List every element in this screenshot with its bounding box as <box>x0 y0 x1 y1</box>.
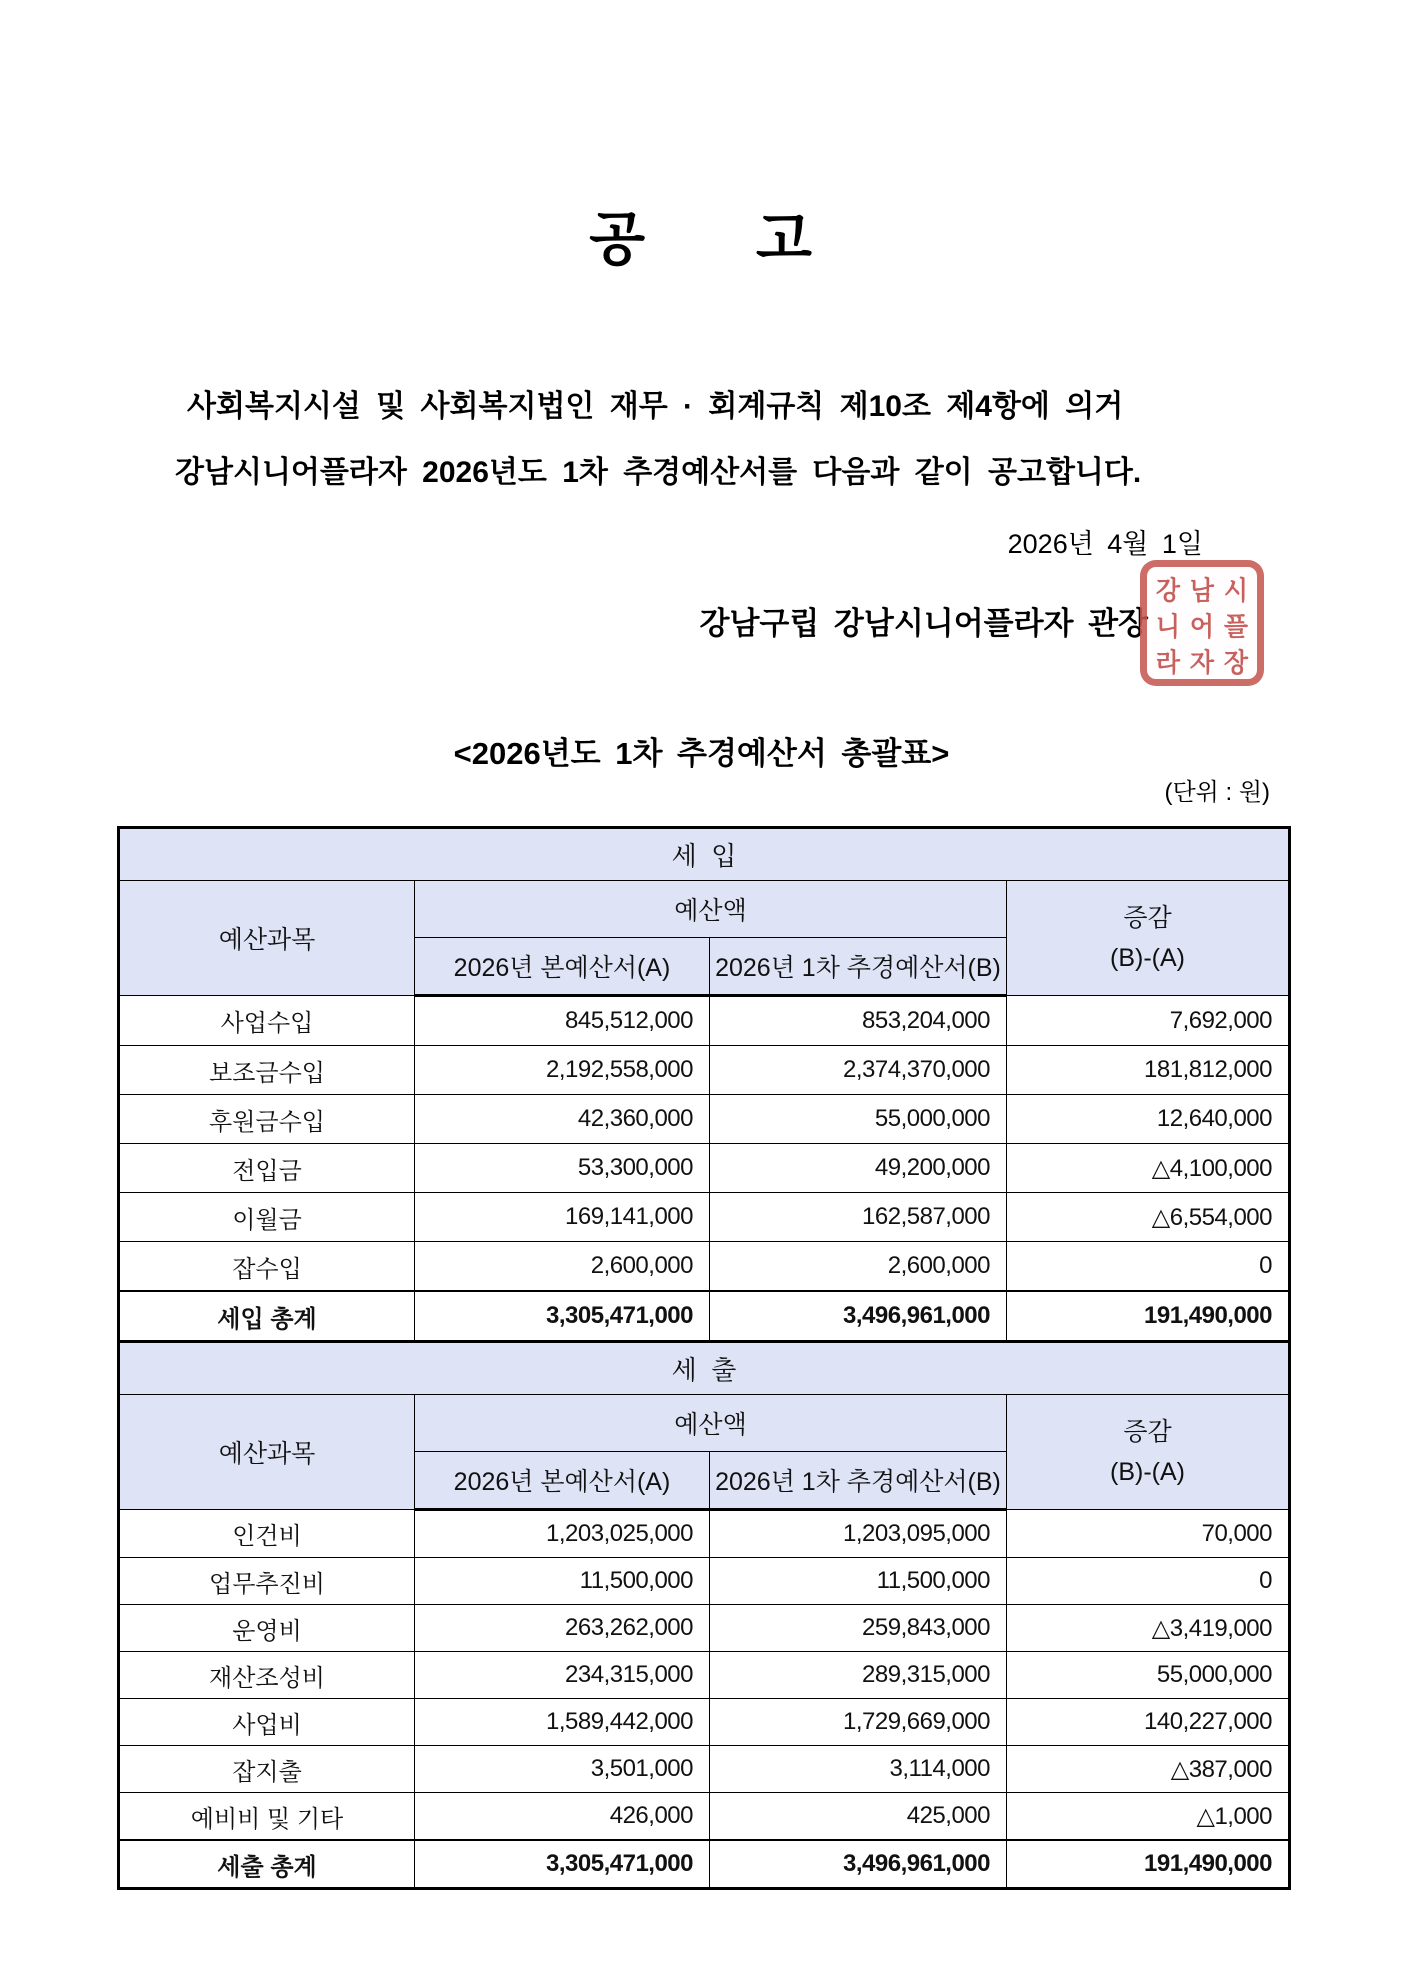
revised-budget-value: 3,114,000 <box>710 1746 1007 1793</box>
revised-budget-value: 2,374,370,000 <box>710 1046 1007 1095</box>
total-row <box>119 1840 1290 1889</box>
original-budget-value: 1,589,442,000 <box>415 1699 710 1746</box>
change-value: △3,419,000 <box>1007 1605 1290 1652</box>
original-budget-value: 53,300,000 <box>415 1144 710 1193</box>
table-row <box>119 1046 1290 1095</box>
column-header-subject: 예산과목 <box>119 881 415 996</box>
revised-budget-value: 2,600,000 <box>710 1242 1007 1292</box>
table-row <box>119 1746 1290 1793</box>
row-category-label: 업무추진비 <box>119 1558 415 1605</box>
revised-budget-value: 853,204,000 <box>710 996 1007 1046</box>
seal-char: 장 <box>1223 649 1249 678</box>
change-value: 70,000 <box>1007 1510 1290 1558</box>
column-header-budget-group: 예산액 <box>415 881 1007 938</box>
revised-budget-value: 55,000,000 <box>710 1095 1007 1144</box>
change-formula: (B)-(A) <box>1110 944 1185 972</box>
official-seal-stamp <box>1140 560 1264 686</box>
row-category-label: 보조금수입 <box>119 1046 415 1095</box>
budget-summary-table <box>117 826 1291 1890</box>
original-budget-value: 42,360,000 <box>415 1095 710 1144</box>
notice-body-line-1: 사회복지시설 및 사회복지법인 재무 · 회계규칙 제10조 제4항에 의거 <box>187 390 1124 423</box>
original-budget-value: 1,203,025,000 <box>415 1510 710 1558</box>
original-budget-value: 2,600,000 <box>415 1242 710 1292</box>
table-row <box>119 1652 1290 1699</box>
document-title: 공 고 <box>589 207 814 272</box>
table-row <box>119 1605 1290 1652</box>
change-value: 140,227,000 <box>1007 1699 1290 1746</box>
seal-char: 자 <box>1189 649 1215 678</box>
original-budget-value: 11,500,000 <box>415 1558 710 1605</box>
row-category-label: 사업비 <box>119 1699 415 1746</box>
row-category-label: 잡수입 <box>119 1242 415 1292</box>
revised-budget-value: 3,496,961,000 <box>710 1291 1007 1342</box>
expenditure-banner-row <box>119 1342 1290 1395</box>
seal-char: 라 <box>1155 649 1181 678</box>
change-value: 181,812,000 <box>1007 1046 1290 1095</box>
row-category-label: 재산조성비 <box>119 1652 415 1699</box>
change-value: 0 <box>1007 1242 1290 1292</box>
original-budget-value: 3,305,471,000 <box>415 1291 710 1342</box>
change-value: △1,000 <box>1007 1793 1290 1841</box>
original-budget-value: 426,000 <box>415 1793 710 1841</box>
revised-budget-value: 11,500,000 <box>710 1558 1007 1605</box>
change-value: 7,692,000 <box>1007 996 1290 1046</box>
column-header-change <box>1007 1395 1290 1510</box>
table-row <box>119 996 1290 1046</box>
change-value: 191,490,000 <box>1007 1291 1290 1342</box>
seal-char: 어 <box>1189 613 1215 642</box>
column-header-revised-budget: 2026년 1차 추경예산서(B) <box>710 1452 1007 1510</box>
original-budget-value: 234,315,000 <box>415 1652 710 1699</box>
revised-budget-value: 259,843,000 <box>710 1605 1007 1652</box>
table-row <box>119 1793 1290 1841</box>
row-category-label: 후원금수입 <box>119 1095 415 1144</box>
table-row <box>119 1193 1290 1242</box>
total-row <box>119 1291 1290 1342</box>
seal-char: 니 <box>1155 613 1181 642</box>
original-budget-value: 169,141,000 <box>415 1193 710 1242</box>
revised-budget-value: 425,000 <box>710 1793 1007 1841</box>
change-value: 191,490,000 <box>1007 1840 1290 1889</box>
seal-char: 플 <box>1223 613 1249 642</box>
expenditure-section <box>119 1342 1290 1889</box>
row-category-label: 예비비 및 기타 <box>119 1793 415 1841</box>
revised-budget-value: 3,496,961,000 <box>710 1840 1007 1889</box>
revenue-banner-label: 세 입 <box>119 828 1290 881</box>
budget-table-title: <2026년도 1차 추경예산서 총괄표> <box>453 736 950 771</box>
column-header-revised-budget: 2026년 1차 추경예산서(B) <box>710 938 1007 996</box>
row-category-label: 세입 총계 <box>119 1291 415 1342</box>
column-header-budget-group: 예산액 <box>415 1395 1007 1452</box>
column-header-original-budget: 2026년 본예산서(A) <box>415 938 710 996</box>
revised-budget-value: 1,203,095,000 <box>710 1510 1007 1558</box>
row-category-label: 인건비 <box>119 1510 415 1558</box>
change-value: 12,640,000 <box>1007 1095 1290 1144</box>
change-label: 증감 <box>1123 1418 1172 1446</box>
seal-char: 시 <box>1223 577 1249 606</box>
change-formula: (B)-(A) <box>1110 1458 1185 1486</box>
row-category-label: 전입금 <box>119 1144 415 1193</box>
notice-body-line-2: 강남시니어플라자 2026년도 1차 추경예산서를 다음과 같이 공고합니다. <box>175 456 1142 489</box>
change-value: △4,100,000 <box>1007 1144 1290 1193</box>
row-category-label: 운영비 <box>119 1605 415 1652</box>
revenue-header-row-1 <box>119 881 1290 938</box>
column-header-original-budget: 2026년 본예산서(A) <box>415 1452 710 1510</box>
original-budget-value: 3,305,471,000 <box>415 1840 710 1889</box>
row-category-label: 잡지출 <box>119 1746 415 1793</box>
change-value: △6,554,000 <box>1007 1193 1290 1242</box>
revised-budget-value: 162,587,000 <box>710 1193 1007 1242</box>
table-row <box>119 1699 1290 1746</box>
table-row <box>119 1144 1290 1193</box>
revenue-section <box>119 828 1290 1342</box>
signer-title: 강남구립 강남시니어플라자 관장 <box>699 606 1148 641</box>
change-label: 증감 <box>1123 904 1172 932</box>
column-header-change <box>1007 881 1290 996</box>
change-value: 0 <box>1007 1558 1290 1605</box>
table-row <box>119 1242 1290 1292</box>
row-category-label: 세출 총계 <box>119 1840 415 1889</box>
table-row <box>119 1095 1290 1144</box>
revised-budget-value: 1,729,669,000 <box>710 1699 1007 1746</box>
original-budget-value: 2,192,558,000 <box>415 1046 710 1095</box>
change-value: 55,000,000 <box>1007 1652 1290 1699</box>
revised-budget-value: 49,200,000 <box>710 1144 1007 1193</box>
unit-label: (단위 : 원) <box>1164 779 1270 806</box>
notice-body-paragraph <box>175 374 1260 506</box>
seal-char: 강 <box>1155 577 1181 606</box>
revised-budget-value: 289,315,000 <box>710 1652 1007 1699</box>
seal-char: 남 <box>1189 577 1215 606</box>
expenditure-banner-label: 세 출 <box>119 1342 1290 1395</box>
original-budget-value: 263,262,000 <box>415 1605 710 1652</box>
change-value: △387,000 <box>1007 1746 1290 1793</box>
row-category-label: 사업수입 <box>119 996 415 1046</box>
expenditure-header-row-1 <box>119 1395 1290 1452</box>
original-budget-value: 3,501,000 <box>415 1746 710 1793</box>
original-budget-value: 845,512,000 <box>415 996 710 1046</box>
row-category-label: 이월금 <box>119 1193 415 1242</box>
table-row <box>119 1510 1290 1558</box>
column-header-subject: 예산과목 <box>119 1395 415 1510</box>
table-row <box>119 1558 1290 1605</box>
revenue-banner-row <box>119 828 1290 881</box>
notice-date: 2026년 4월 1일 <box>1007 529 1203 559</box>
